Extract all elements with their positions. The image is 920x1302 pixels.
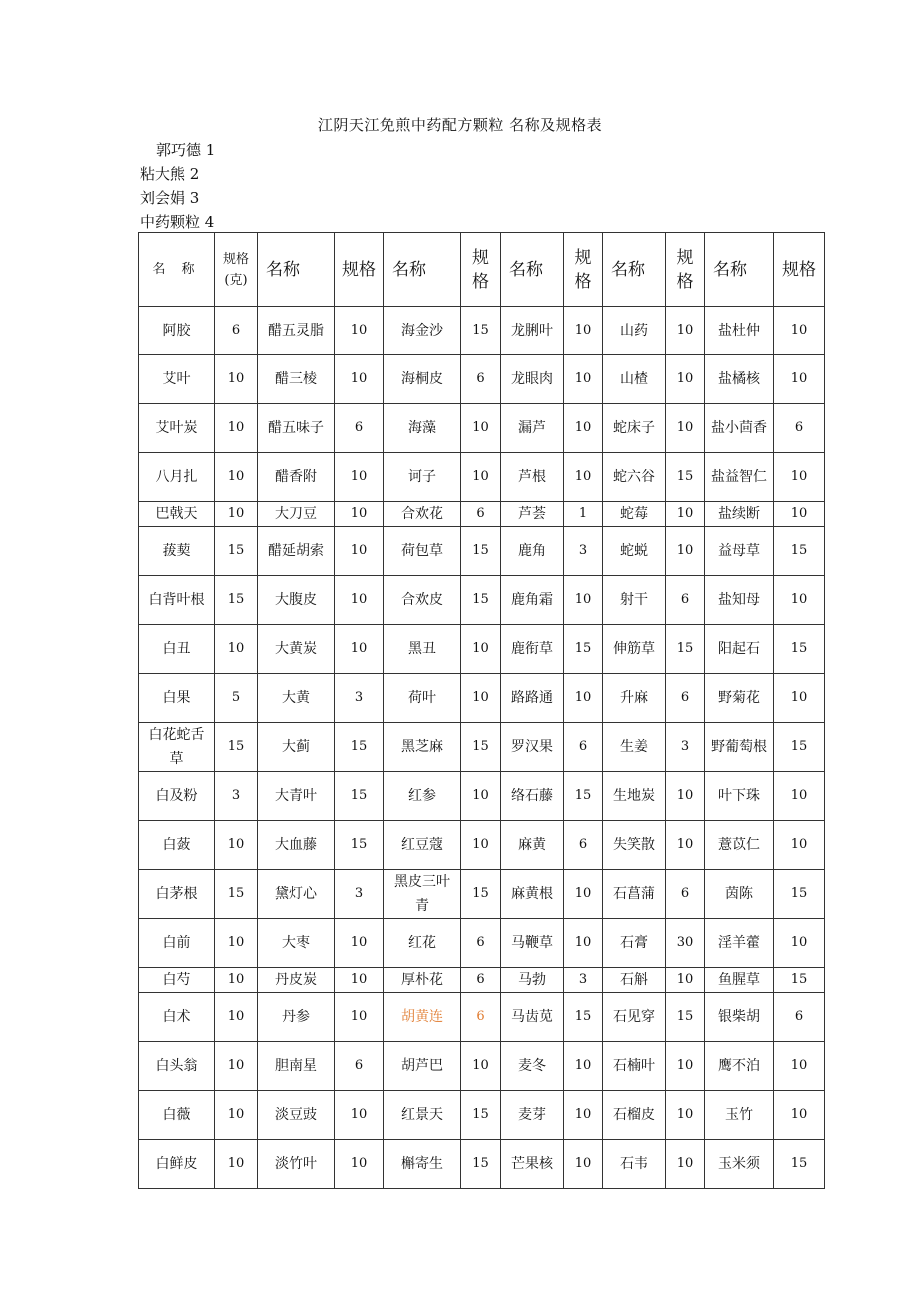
header-spec: 规格 [461,233,501,307]
header-name: 名称 [384,233,461,307]
spec-cell: 10 [666,307,705,355]
herb-name-cell: 诃子 [384,453,461,502]
herb-name-cell: 盐小茴香 [705,404,774,453]
herb-name-cell: 石膏 [603,919,666,968]
spec-cell: 10 [215,453,258,502]
spec-cell: 10 [335,502,384,527]
herb-name-cell: 芒果核 [501,1140,564,1189]
herb-name-cell: 阳起石 [705,625,774,674]
header-spec: 规格 [774,233,825,307]
spec-cell: 10 [215,404,258,453]
herb-name-cell: 白蔹 [139,821,215,870]
spec-cell: 15 [335,723,384,772]
table-row [139,993,825,1042]
spec-cell: 10 [564,674,603,723]
spec-cell: 10 [461,453,501,502]
table-row [139,968,825,993]
herb-name-cell: 大刀豆 [258,502,335,527]
herb-name-cell: 蛇莓 [603,502,666,527]
table-row [139,674,825,723]
spec-cell: 10 [461,772,501,821]
herb-name-cell: 龙脷叶 [501,307,564,355]
herb-name-cell: 蛇蜕 [603,527,666,576]
herb-name-cell: 马勃 [501,968,564,993]
spec-cell: 10 [564,576,603,625]
spec-cell: 15 [774,1140,825,1189]
spec-cell: 10 [335,1140,384,1189]
table-row [139,1140,825,1189]
table-header-row [139,233,825,307]
header-name: 名称 [705,233,774,307]
spec-cell: 15 [215,527,258,576]
herb-name-cell: 丹参 [258,993,335,1042]
herb-name-cell: 淡豆豉 [258,1091,335,1140]
herb-name-cell: 石斛 [603,968,666,993]
herb-name-cell: 黑芝麻 [384,723,461,772]
spec-cell: 15 [774,527,825,576]
spec-cell: 10 [774,1042,825,1091]
herb-name-cell: 海桐皮 [384,355,461,404]
spec-cell: 15 [335,821,384,870]
spec-cell: 15 [564,625,603,674]
spec-cell: 10 [215,968,258,993]
spec-cell: 10 [666,1091,705,1140]
name-line: 粘大熊 2 [140,165,200,183]
spec-cell: 10 [215,919,258,968]
spec-cell: 6 [335,1042,384,1091]
name-line: 刘会娟 3 [140,189,200,207]
spec-cell: 6 [564,821,603,870]
herb-name-cell: 醋延胡索 [258,527,335,576]
herb-name-cell: 胆南星 [258,1042,335,1091]
spec-cell: 6 [215,307,258,355]
spec-cell: 10 [461,404,501,453]
spec-cell: 15 [461,870,501,919]
spec-cell: 3 [335,870,384,919]
spec-cell: 6 [774,993,825,1042]
herb-name-cell: 野葡萄根 [705,723,774,772]
spec-cell: 10 [215,502,258,527]
herb-name-cell: 盐橘核 [705,355,774,404]
name-list [140,138,215,234]
spec-cell: 10 [461,625,501,674]
spec-cell: 15 [461,723,501,772]
herb-name-cell: 淡竹叶 [258,1140,335,1189]
herb-name-cell: 罗汉果 [501,723,564,772]
spec-cell: 6 [461,993,501,1042]
spec-cell: 10 [774,772,825,821]
spec-cell: 15 [335,772,384,821]
spec-cell: 6 [666,870,705,919]
spec-cell: 15 [215,723,258,772]
spec-cell: 10 [666,502,705,527]
spec-cell: 3 [335,674,384,723]
spec-cell: 10 [666,772,705,821]
spec-cell: 10 [666,821,705,870]
herb-name-cell: 丹皮炭 [258,968,335,993]
herb-name-cell: 黛灯心 [258,870,335,919]
herb-name-cell: 叶下珠 [705,772,774,821]
herb-name-cell: 伸筋草 [603,625,666,674]
spec-cell: 10 [335,968,384,993]
herb-name-cell: 野菊花 [705,674,774,723]
spec-cell: 10 [564,919,603,968]
spec-cell: 15 [564,993,603,1042]
spec-cell: 15 [774,625,825,674]
herb-name-cell: 鱼腥草 [705,968,774,993]
spec-cell: 10 [335,307,384,355]
table-row [139,870,825,919]
spec-cell: 10 [666,1140,705,1189]
spec-cell: 10 [215,1042,258,1091]
spec-cell: 10 [774,453,825,502]
herb-name-cell: 马齿苋 [501,993,564,1042]
spec-cell: 6 [335,404,384,453]
header-name: 名称 [501,233,564,307]
herb-name-cell: 红参 [384,772,461,821]
spec-cell: 10 [461,674,501,723]
spec-cell: 6 [461,502,501,527]
spec-cell: 15 [215,870,258,919]
herb-name-cell: 白茅根 [139,870,215,919]
herb-name-cell: 合欢花 [384,502,461,527]
table-body [139,307,825,1189]
spec-cell: 10 [335,919,384,968]
spec-cell: 10 [335,993,384,1042]
herb-name-cell: 艾叶炭 [139,404,215,453]
herb-name-cell: 红花 [384,919,461,968]
spec-cell: 15 [666,993,705,1042]
herb-name-cell: 盐杜仲 [705,307,774,355]
spec-cell: 10 [335,453,384,502]
herb-name-cell: 白丑 [139,625,215,674]
header-spec: 规格 [335,233,384,307]
herb-name-cell: 大黄 [258,674,335,723]
herb-name-cell: 白及粉 [139,772,215,821]
header-name: 名称 [603,233,666,307]
header-name: 名称 [258,233,335,307]
spec-cell: 15 [774,968,825,993]
herb-name-cell: 芦荟 [501,502,564,527]
header-name: 名 称 [139,233,215,307]
herb-name-cell: 薏苡仁 [705,821,774,870]
herb-name-cell: 盐知母 [705,576,774,625]
table-row [139,821,825,870]
spec-cell: 15 [564,772,603,821]
spec-cell: 10 [564,404,603,453]
spec-cell: 6 [461,355,501,404]
header-spec: 规格 [666,233,705,307]
spec-cell: 15 [461,527,501,576]
name-line: 郭巧德 1 [156,141,216,159]
spec-cell: 6 [461,968,501,993]
herb-name-cell: 白背叶根 [139,576,215,625]
spec-cell: 3 [666,723,705,772]
herb-name-cell: 茵陈 [705,870,774,919]
spec-cell: 10 [335,1091,384,1140]
herb-name-cell: 阿胶 [139,307,215,355]
herb-name-cell: 醋五味子 [258,404,335,453]
herb-name-cell: 醋五灵脂 [258,307,335,355]
spec-cell: 3 [564,527,603,576]
table-row [139,576,825,625]
table-row [139,527,825,576]
herb-name-cell: 白术 [139,993,215,1042]
herb-name-cell: 益母草 [705,527,774,576]
herb-name-cell: 厚朴花 [384,968,461,993]
spec-cell: 10 [335,625,384,674]
spec-cell: 3 [564,968,603,993]
herb-name-cell: 海金沙 [384,307,461,355]
herb-name-cell: 大蓟 [258,723,335,772]
table-row [139,772,825,821]
herb-name-cell: 大青叶 [258,772,335,821]
herb-name-cell: 麻黄根 [501,870,564,919]
herb-name-cell: 荷包草 [384,527,461,576]
spec-cell: 15 [774,870,825,919]
herb-name-cell: 失笑散 [603,821,666,870]
herb-name-cell: 胡芦巴 [384,1042,461,1091]
page-title: 江阴天江免煎中药配方颗粒 名称及规格表 [317,116,603,134]
spec-cell: 10 [666,527,705,576]
header-spec: 规格 [564,233,603,307]
spec-cell: 10 [564,453,603,502]
spec-cell: 6 [666,674,705,723]
herb-name-cell: 大枣 [258,919,335,968]
herb-name-cell: 路路通 [501,674,564,723]
spec-cell: 15 [774,723,825,772]
spec-cell: 10 [461,821,501,870]
herb-name-cell: 石韦 [603,1140,666,1189]
spec-cell: 10 [774,502,825,527]
table-row [139,625,825,674]
herb-name-cell: 盐益智仁 [705,453,774,502]
herb-name-cell: 白前 [139,919,215,968]
herb-name-cell: 槲寄生 [384,1140,461,1189]
table-row [139,919,825,968]
herb-name-cell: 麻黄 [501,821,564,870]
spec-cell: 6 [564,723,603,772]
herb-name-cell: 合欢皮 [384,576,461,625]
spec-cell: 5 [215,674,258,723]
herb-name-cell: 盐续断 [705,502,774,527]
table-row [139,355,825,404]
herb-name-cell: 大黄炭 [258,625,335,674]
herb-name-cell: 黑丑 [384,625,461,674]
herb-name-cell: 淫羊藿 [705,919,774,968]
table-row [139,307,825,355]
herb-name-cell: 八月扎 [139,453,215,502]
table-row [139,723,825,772]
spec-cell: 15 [215,576,258,625]
herb-name-cell: 菝葜 [139,527,215,576]
herb-name-cell: 马鞭草 [501,919,564,968]
herb-name-cell: 蛇六谷 [603,453,666,502]
herb-name-cell: 荷叶 [384,674,461,723]
herb-name-cell: 蛇床子 [603,404,666,453]
spec-cell: 10 [564,870,603,919]
herb-name-cell: 石楠叶 [603,1042,666,1091]
spec-cell: 15 [461,1091,501,1140]
spec-cell: 15 [666,453,705,502]
spec-cell: 10 [215,1091,258,1140]
spec-cell: 10 [774,576,825,625]
herb-name-cell: 海藻 [384,404,461,453]
herb-name-cell: 络石藤 [501,772,564,821]
spec-cell: 10 [564,307,603,355]
herb-name-cell: 石榴皮 [603,1091,666,1140]
herb-name-cell: 醋香附 [258,453,335,502]
spec-cell: 15 [461,307,501,355]
spec-cell: 10 [564,1091,603,1140]
spec-cell: 10 [215,355,258,404]
spec-cell: 10 [461,1042,501,1091]
spec-cell: 10 [335,576,384,625]
herb-name-cell: 石菖蒲 [603,870,666,919]
spec-cell: 15 [461,576,501,625]
spec-cell: 3 [215,772,258,821]
herb-name-cell: 漏芦 [501,404,564,453]
spec-cell: 6 [666,576,705,625]
spec-cell: 10 [215,821,258,870]
herb-name-cell: 白花蛇舌草 [139,723,215,772]
spec-cell: 10 [564,355,603,404]
header-spec: 规格(克) [215,233,258,307]
spec-cell: 10 [215,1140,258,1189]
herb-spec-table [138,232,825,1189]
herb-name-cell: 芦根 [501,453,564,502]
spec-cell: 10 [215,993,258,1042]
herb-name-cell: 麦冬 [501,1042,564,1091]
herb-name-cell: 射干 [603,576,666,625]
table-row [139,404,825,453]
herb-name-cell: 生姜 [603,723,666,772]
spec-cell: 10 [774,1091,825,1140]
herb-name-cell: 银柴胡 [705,993,774,1042]
herb-name-cell: 玉竹 [705,1091,774,1140]
table-row [139,453,825,502]
spec-cell: 10 [666,355,705,404]
herb-name-cell: 山药 [603,307,666,355]
spec-cell: 30 [666,919,705,968]
herb-name-cell: 白果 [139,674,215,723]
herb-name-cell: 龙眼肉 [501,355,564,404]
table-row [139,502,825,527]
herb-name-cell: 红豆蔻 [384,821,461,870]
table-row [139,1091,825,1140]
spec-cell: 10 [774,307,825,355]
spec-cell: 10 [774,355,825,404]
herb-name-cell: 黑皮三叶青 [384,870,461,919]
herb-name-cell: 玉米须 [705,1140,774,1189]
herb-name-cell: 升麻 [603,674,666,723]
herb-name-cell: 大腹皮 [258,576,335,625]
spec-cell: 10 [666,968,705,993]
spec-cell: 10 [774,674,825,723]
spec-cell: 15 [461,1140,501,1189]
herb-name-cell: 红景天 [384,1091,461,1140]
herb-name-cell: 山楂 [603,355,666,404]
herb-name-cell: 鹿衔草 [501,625,564,674]
spec-cell: 10 [666,1042,705,1091]
spec-cell: 10 [564,1042,603,1091]
herb-name-cell: 鹿角 [501,527,564,576]
herb-name-cell: 鹿角霜 [501,576,564,625]
name-line: 中药颗粒 4 [140,213,215,231]
spec-cell: 10 [564,1140,603,1189]
herb-name-cell: 白薇 [139,1091,215,1140]
spec-cell: 10 [335,527,384,576]
herb-name-cell: 鹰不泊 [705,1042,774,1091]
herb-name-cell: 生地炭 [603,772,666,821]
table-row [139,1042,825,1091]
herb-name-cell: 白鲜皮 [139,1140,215,1189]
spec-cell: 6 [774,404,825,453]
spec-cell: 15 [666,625,705,674]
spec-cell: 10 [666,404,705,453]
herb-name-cell: 大血藤 [258,821,335,870]
herb-name-cell: 艾叶 [139,355,215,404]
spec-cell: 1 [564,502,603,527]
spec-cell: 10 [215,625,258,674]
herb-name-cell: 醋三棱 [258,355,335,404]
spec-cell: 10 [774,919,825,968]
spec-cell: 10 [335,355,384,404]
herb-name-cell: 胡黄连 [384,993,461,1042]
spec-cell: 10 [774,821,825,870]
herb-name-cell: 石见穿 [603,993,666,1042]
spec-cell: 6 [461,919,501,968]
herb-name-cell: 巴戟天 [139,502,215,527]
herb-name-cell: 麦芽 [501,1091,564,1140]
herb-name-cell: 白头翁 [139,1042,215,1091]
herb-name-cell: 白芍 [139,968,215,993]
